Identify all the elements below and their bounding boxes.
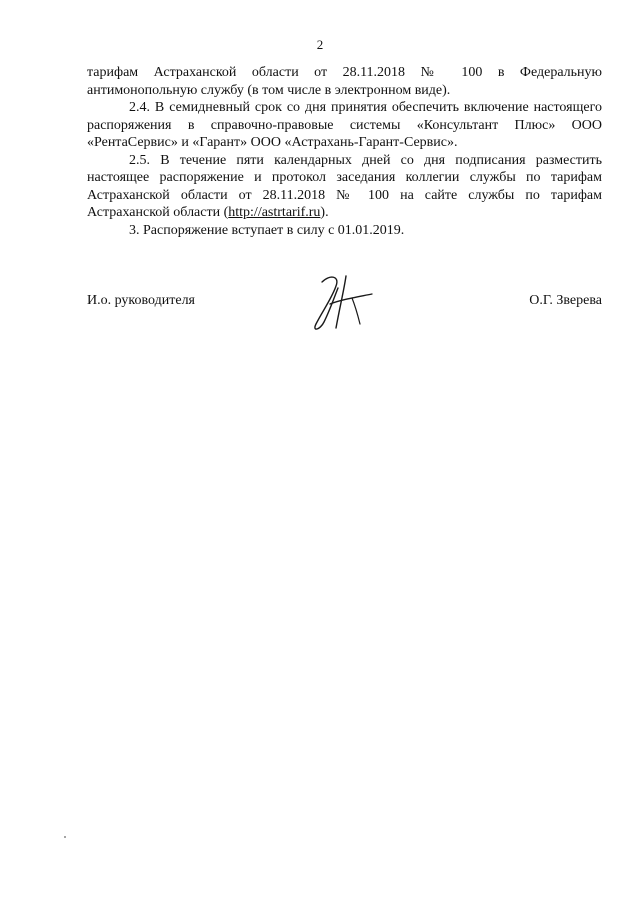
paragraph-2-4: 2.4. В семидневный срок со дня принятия обеспечить включение настоящего распоряжения в справочно-правовые системы «Консультант Плюс» ООО «РентаСервис» и «Гарант» ООО «Астрахань-Гарант-Сервис». — [87, 100, 602, 150]
paragraph-continuation: тарифам Астраханской области от 28.11.2018 № 100 в Федеральную антимонопольную службу (в том числе в электронном виде). — [87, 65, 602, 98]
paragraph-2-5-end: ). — [320, 205, 329, 220]
paragraph-3: 3. Распоряжение вступает в силу с 01.01.2019. — [129, 222, 405, 238]
paragraph-2-5-text: 2.5. В течение пяти календарных дней со дня подписания разместить настоящее распоряжение и протокол заседания коллегии службы по тарифам Астраханской области от 28.11.2018 № 100 на сайте службы по тарифам Астраханской области ( — [87, 152, 602, 220]
page-number: 2 — [316, 37, 324, 52]
signer-name: О.Г. Зверева — [529, 293, 602, 308]
signer-title: И.о. руководителя — [87, 293, 196, 308]
scan-artifact-dot — [64, 836, 66, 838]
handwritten-signature-icon — [300, 268, 380, 338]
paragraph-2-5 — [87, 152, 602, 222]
website-link[interactable]: http://astrtarif.ru — [228, 205, 321, 220]
document-body — [87, 64, 602, 239]
